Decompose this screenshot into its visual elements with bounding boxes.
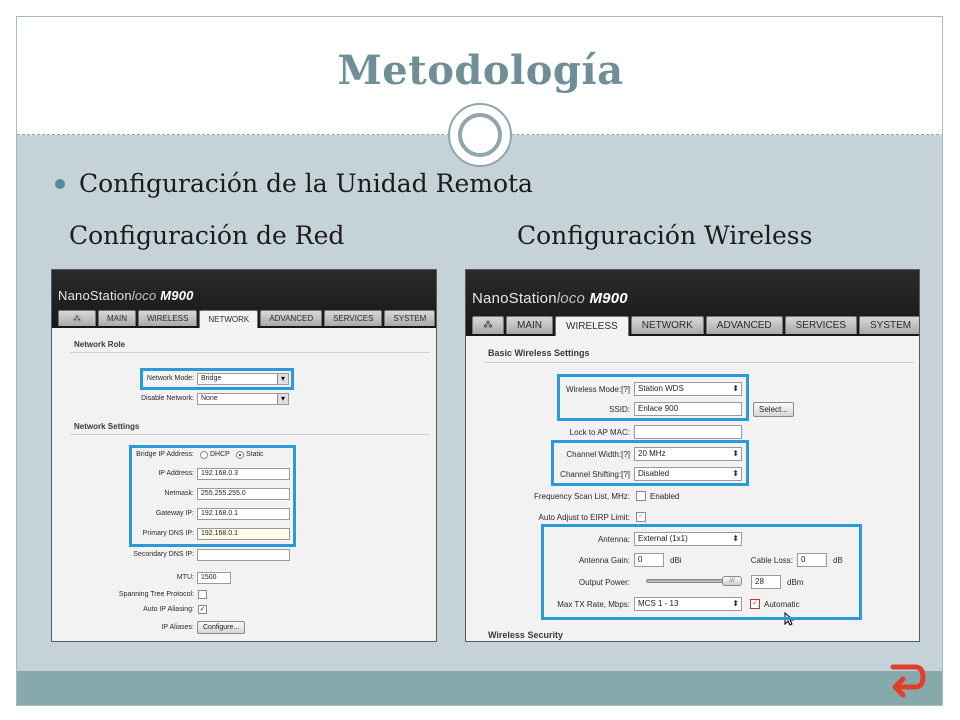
wireless-mode-select[interactable]: Station WDS ⬍ (634, 382, 742, 396)
cable-loss-label: Cable Loss: (750, 556, 793, 565)
configure-button[interactable]: Configure... (197, 621, 245, 634)
bridge-ip-label: Bridge IP Address: (136, 451, 194, 458)
primary-dns-input[interactable]: 192.168.0.1 (197, 528, 290, 540)
antenna-gain-label: Antenna Gain: (578, 556, 630, 565)
ubnt-logo-icon: ⁂ (483, 320, 493, 331)
basic-wireless-title: Basic Wireless Settings (488, 348, 590, 358)
gateway-label: Gateway IP: (155, 510, 194, 517)
wireless-mode-label: Wireless Mode:[?] (565, 385, 630, 394)
antenna-select[interactable]: External (1x1) ⬍ (634, 532, 742, 546)
automatic-label: Automatic (764, 600, 800, 609)
stp-label: Spanning Tree Protocol: (118, 591, 194, 598)
subtitle-network: Configuración de Red (69, 221, 345, 250)
eirp-label: Auto Adjust to EIRP Limit: (538, 513, 630, 522)
output-power-input[interactable]: 28 (751, 575, 781, 589)
highlight-channel (551, 440, 749, 486)
gateway-input[interactable]: 192.168.0.1 (197, 508, 290, 520)
slide-title: Metodología (337, 47, 624, 94)
ssid-input[interactable]: Enlace 900 (634, 402, 742, 416)
highlight-antenna-settings (541, 524, 862, 620)
ubnt-logo-icon: ⁂ (73, 314, 81, 323)
brand-logo: NanoStationloco M900 (58, 288, 194, 303)
disable-network-label: Disable Network: (141, 395, 194, 402)
freq-scan-checkbox[interactable] (636, 491, 646, 501)
subtitle-wireless: Configuración Wireless (517, 221, 813, 250)
airos-header (466, 270, 919, 336)
lock-ap-input[interactable] (634, 425, 742, 439)
bullet-dot-icon (55, 179, 65, 189)
static-label: Static (246, 451, 264, 458)
tab-bar (472, 316, 920, 336)
bullet-text: Configuración de la Unidad Remota (79, 169, 533, 198)
freq-scan-enabled-label: Enabled (650, 492, 680, 501)
max-tx-select[interactable]: MCS 1 - 13 ⬍ (634, 597, 742, 611)
tab-network[interactable]: NETWORK (199, 310, 258, 328)
network-settings-title: Network Settings (74, 422, 140, 431)
secondary-dns-input[interactable] (197, 549, 290, 561)
network-mode-label: Network Mode: (146, 375, 194, 382)
secondary-dns-label: Secondary DNS IP: (133, 551, 194, 558)
max-tx-label: Max TX Rate, Mbps: (557, 600, 630, 609)
ip-address-input[interactable]: 192.168.0.3 (197, 468, 290, 480)
ssid-label: SSID: (609, 405, 630, 414)
auto-alias-checkbox[interactable]: ✓ (199, 606, 206, 613)
antenna-gain-input[interactable]: 0 (634, 553, 664, 567)
dbi-unit: dBi (670, 556, 682, 565)
netmask-input[interactable]: 255.255.255.0 (197, 488, 290, 500)
decorative-ring-icon (448, 103, 512, 167)
highlight-network-settings (129, 445, 296, 547)
airos-header (52, 270, 436, 328)
tab-wireless[interactable]: WIRELESS (138, 310, 197, 326)
dbm-unit: dBm (787, 578, 804, 587)
channel-width-label: Channel Width:[?] (566, 450, 630, 459)
dhcp-label: DHCP (210, 451, 230, 458)
disable-network-select[interactable]: None ▾ (197, 393, 289, 405)
tab-services[interactable]: SERVICES (324, 310, 382, 326)
network-role-title: Network Role (74, 340, 126, 349)
tab-advanced[interactable]: ADVANCED (260, 310, 322, 326)
section-rule (70, 352, 430, 353)
primary-dns-label: Primary DNS IP: (142, 530, 194, 537)
tab-main[interactable]: MAIN (506, 316, 553, 334)
channel-shifting-label: Channel Shifting:[?] (560, 470, 630, 479)
tab-system[interactable]: SYSTEM (859, 316, 920, 334)
db-unit: dB (833, 556, 843, 565)
network-config-screenshot (51, 269, 437, 642)
tab-advanced[interactable]: ADVANCED (706, 316, 783, 334)
network-mode-select[interactable]: Bridge ▾ (197, 373, 289, 385)
slide (16, 16, 943, 706)
highlight-network-mode (140, 368, 294, 390)
netmask-label: Netmask: (164, 490, 194, 497)
tab-services[interactable]: SERVICES (785, 316, 857, 334)
auto-alias-label: Auto IP Aliasing: (143, 606, 194, 613)
output-power-slider-thumb[interactable]: /// (722, 576, 742, 586)
mtu-input[interactable]: 1500 (197, 572, 231, 584)
channel-shifting-select[interactable]: Disabled ⬍ (634, 467, 742, 481)
ring-inner (458, 113, 502, 157)
output-power-label: Output Power: (578, 578, 630, 587)
ip-aliases-label: IP Aliases: (161, 624, 194, 631)
stp-checkbox[interactable] (198, 590, 207, 599)
bullet-item (55, 169, 533, 198)
antenna-label: Antenna: (597, 535, 630, 544)
section-rule (70, 434, 430, 435)
brand-logo: NanoStationloco M900 (472, 290, 628, 307)
tab-main[interactable]: MAIN (98, 310, 136, 326)
section-rule (484, 362, 914, 363)
eirp-checkbox[interactable]: ✓ (636, 512, 646, 522)
lock-ap-label: Lock to AP MAC: (569, 428, 630, 437)
tab-ubnt-logo[interactable] (472, 316, 504, 334)
tab-bar (58, 310, 435, 328)
wireless-security-title: Wireless Security (488, 630, 563, 640)
automatic-checkbox[interactable]: ✓ (750, 599, 760, 609)
return-arrow-icon[interactable] (887, 657, 929, 699)
tab-wireless[interactable]: WIRELESS (555, 316, 629, 336)
wireless-config-screenshot (465, 269, 920, 642)
mtu-label: MTU: (176, 574, 194, 581)
highlight-wireless-mode (557, 374, 749, 421)
ip-address-label: IP Address: (158, 470, 194, 477)
footer-bar (17, 671, 943, 706)
cable-loss-input[interactable]: 0 (797, 553, 827, 567)
freq-scan-label: Frequency Scan List, MHz: (533, 492, 630, 501)
tab-ubnt-logo[interactable] (58, 310, 96, 326)
select-ssid-button[interactable]: Select... (753, 402, 794, 417)
tab-system[interactable]: SYSTEM (384, 310, 435, 326)
channel-width-select[interactable]: 20 MHz ⬍ (634, 447, 742, 461)
tab-network[interactable]: NETWORK (631, 316, 704, 334)
